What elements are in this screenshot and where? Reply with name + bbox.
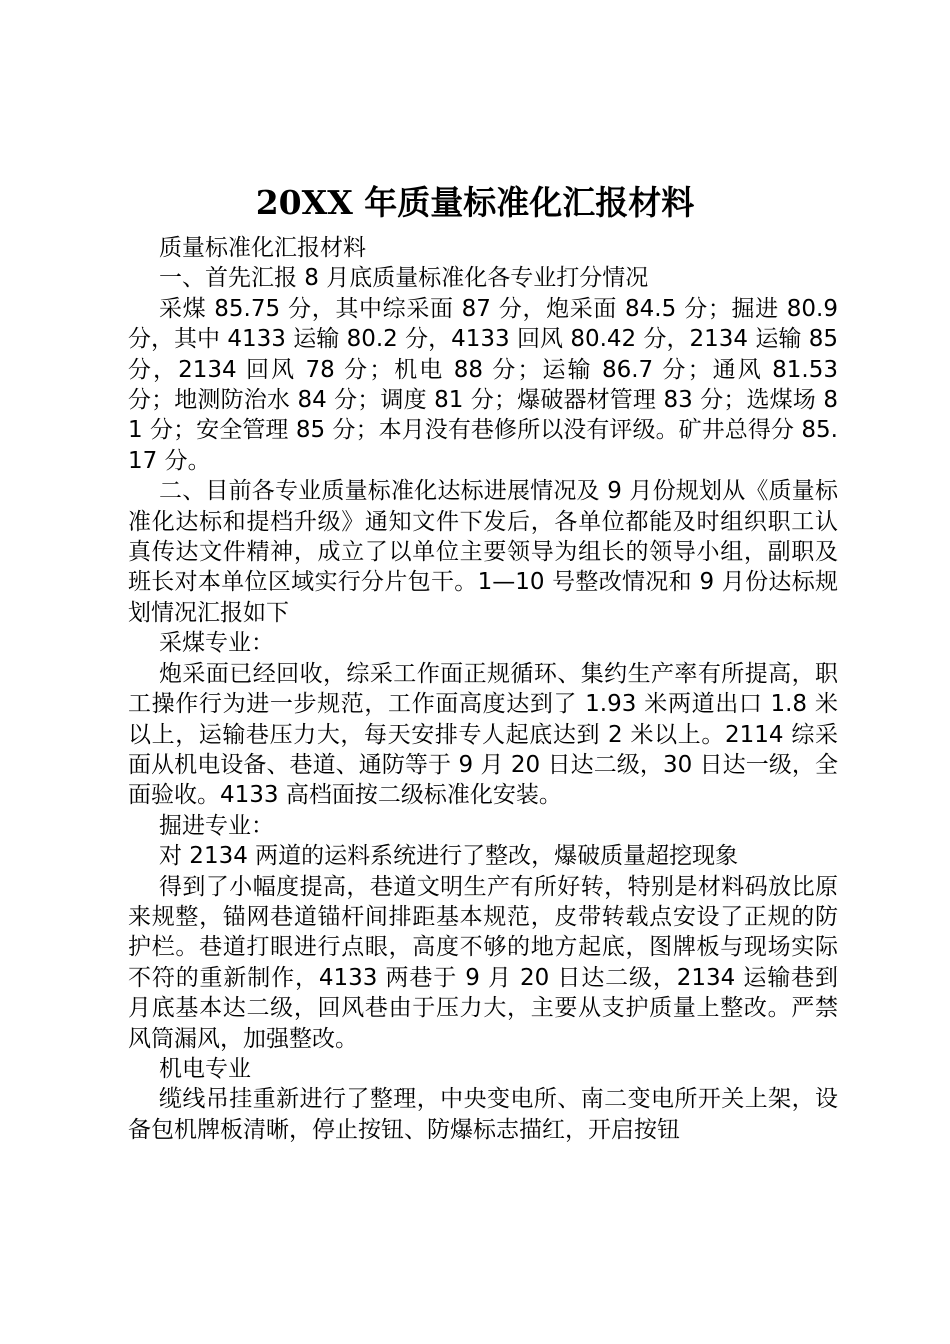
paragraph-electromechanical-heading: 机电专业 [159,1055,251,1082]
document-body [128,233,838,1145]
paragraph-subtitle: 质量标准化汇报材料 [159,235,366,261]
paragraph-excavation-heading: 掘进专业： [159,812,274,839]
paragraph-excavation-body: 得到了小幅度提高，巷道文明生产有所好转，特别是材料码放比原来规整，锚网巷道锚杆间排距基本规范，皮带转载点安设了正规的防护栏。巷道打眼进行点眼，高度不够的地方起底，图牌板与现场实际不符的重新制作，4133 两巷于 9 月 20 日达二级，2134 运输巷到月底基本达二级，回风巷由于压力大，主要从支护质量上整改。严禁风筒漏风，加强整改。 [128,873,838,1052]
paragraph-excavation-intro: 对 2134 两道的运料系统进行了整改，爆破质量超挖现象 [159,843,739,870]
paragraph-section-1-heading: 一、首先汇报 8 月底质量标准化各专业打分情况 [159,265,649,292]
paragraph-coal-mining-body: 炮采面已经回收，综采工作面正规循环、集约生产率有所提高，职工操作行为进一步规范，工作面高度达到了 1.93 米两道出口 1.8 米以上，运输巷压力大，每天安排专人起底达到 2 米以上。2114 综采面从机电设备、巷道、通防等于 9 月 20 日达二级，30 日达一级，全面验收。4133 高档面按二级标准化安装。 [128,660,838,809]
paragraph-scores: 采煤 85.75 分，其中综采面 87 分，炮采面 84.5 分；掘进 80.9 分，其中 4133 运输 80.2 分，4133 回风 80.42 分，2134 运输 85 分，2134 回风 78 分；机电 88 分；运输 86.7 分；通风 81.53 分；地测防治水 84 分；调度 81 分；爆破器材管理 83 分；选煤场 81 分；安全管理 85 分；本月没有巷修所以没有评级。矿井总得分 85.17 分。 [128,295,838,474]
paragraph-electromechanical-body: 缆线吊挂重新进行了整理，中央变电所、南二变电所开关上架，设备包机牌板清晰，停止按钮、防爆标志描红，开启按钮 [128,1086,838,1143]
document-title: 20XX 年质量标准化汇报材料 [255,183,695,222]
paragraph-coal-mining-heading: 采煤专业： [159,630,274,657]
paragraph-section-2-heading: 二、目前各专业质量标准化达标进展情况及 9 月份规划从《质量标准化达标和提档升级》通知文件下发后，各单位都能及时组织职工认真传达文件精神，成立了以单位主要领导为组长的领导小组，副职及班长对本单位区域实行分片包干。1—10 号整改情况和 9 月份达标规划情况汇报如下 [128,478,838,626]
